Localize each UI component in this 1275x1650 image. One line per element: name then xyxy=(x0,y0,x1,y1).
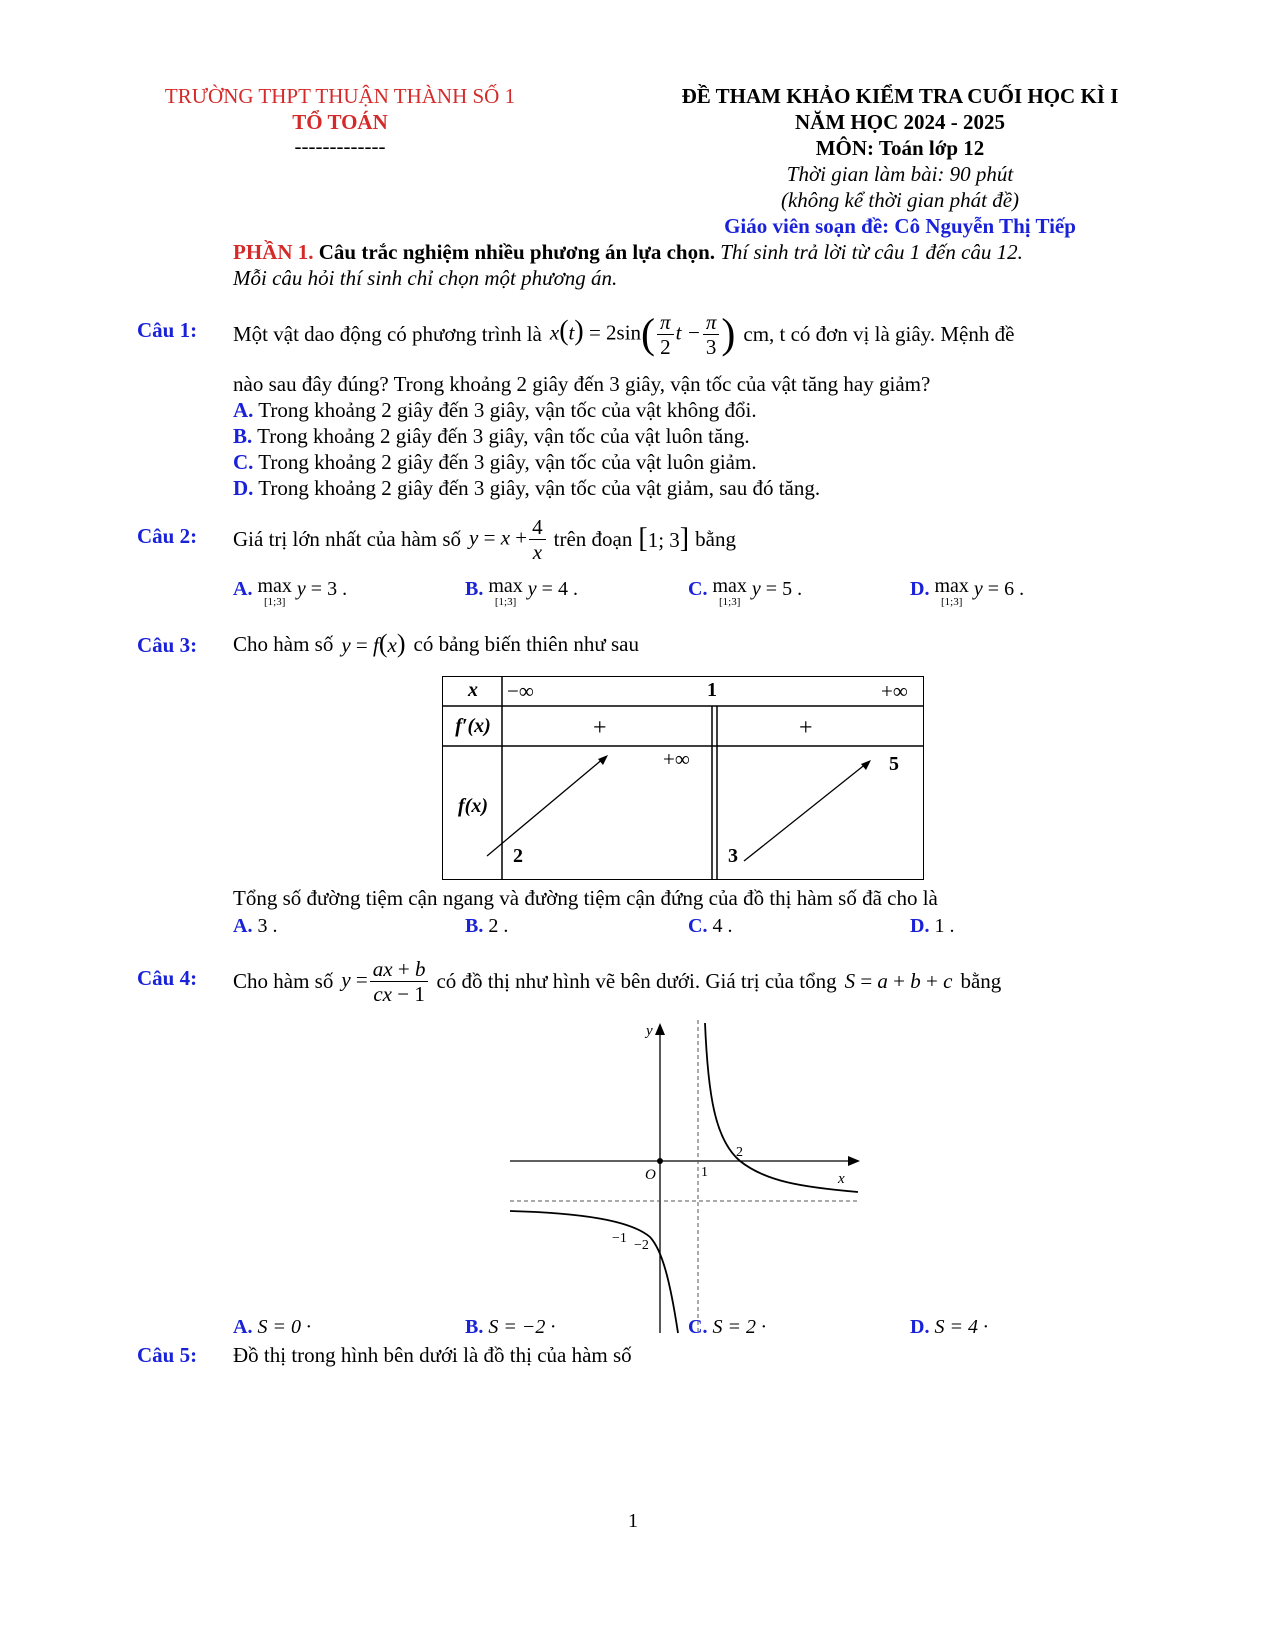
table-f-right-low: 3 xyxy=(728,845,738,867)
q1-option-c: C. Trong khoảng 2 giây đến 3 giây, vận tốc của vật luôn giảm. xyxy=(233,450,757,474)
part1-heading xyxy=(233,240,1023,265)
q3-label: Câu 3: xyxy=(137,633,198,657)
school-year: NĂM HỌC 2024 - 2025 xyxy=(795,110,1005,134)
q3-stem xyxy=(233,626,639,662)
increasing-arrow-right xyxy=(744,763,867,861)
q4-text-b: có đồ thị như hình vẽ bên dưới. Giá trị của tổng xyxy=(436,968,837,993)
exam-time-note: (không kể thời gian phát đề) xyxy=(780,188,1020,212)
q1-equation: x(t) = 2sin( $\frac{\pi}{2}$ t − $\frac{\pi}{3}$ ) xyxy=(549,309,736,359)
part1-label: PHẦN 1. xyxy=(233,240,314,264)
q4-text-a: Cho hàm số xyxy=(233,968,334,993)
q3-option-d: D. 1 . xyxy=(910,915,955,937)
q4-option-d: D. S = 4 · xyxy=(910,1316,988,1338)
graph-tick-two: 2 xyxy=(736,1145,743,1160)
table-f-left-high: +∞ xyxy=(663,747,690,771)
department-name: TỔ TOÁN xyxy=(292,110,388,134)
part1-title: Câu trắc nghiệm nhiều phương án lựa chọn. xyxy=(318,240,715,264)
part1-note2: Mỗi câu hỏi thí sinh chỉ chọn một phương án. xyxy=(233,266,618,290)
q2-option-a: A. max [1;3] y = 3 . xyxy=(233,575,348,608)
q4-function: y = $\frac{ax + b}{cx - 1}$ xyxy=(341,957,430,1006)
q4-graph xyxy=(500,1015,870,1335)
q3-option-c: C. 4 . xyxy=(688,915,733,937)
x-axis-arrow xyxy=(848,1156,860,1166)
table-x-pos-inf: +∞ xyxy=(881,679,908,703)
q4-option-c: C. S = 2 · xyxy=(688,1316,766,1338)
q3-text-b: có bảng biến thiên như sau xyxy=(413,631,639,656)
q2-label: Câu 2: xyxy=(137,524,198,548)
q4-option-b: B. S = −2 · xyxy=(465,1316,556,1338)
q2-option-c: C. max [1;3] y = 5 . xyxy=(688,575,803,608)
table-sign-left: + xyxy=(593,715,607,741)
table-x-label: x xyxy=(468,679,478,701)
q2-interval: [1; 3] xyxy=(638,523,690,554)
q1-label: Câu 1: xyxy=(137,318,198,342)
y-axis-arrow xyxy=(655,1023,665,1035)
q4-stem xyxy=(233,956,1001,1006)
table-x-one: 1 xyxy=(707,679,717,701)
q3-text-a: Cho hàm số xyxy=(233,631,334,656)
q1-option-a: A. Trong khoảng 2 giây đến 3 giây, vận tốc của vật không đổi. xyxy=(233,398,757,422)
graph-tick-one: 1 xyxy=(701,1165,708,1180)
q2-stem xyxy=(233,514,736,564)
q2-text-b: trên đoạn xyxy=(553,526,633,551)
q5-text: Đồ thị trong hình bên dưới là đồ thị của hàm số xyxy=(233,1343,632,1367)
q1-text-b: cm, t có đơn vị là giây. Mệnh đề xyxy=(743,321,1015,346)
q4-sum: S = a + b + c xyxy=(844,968,953,993)
teacher-credit: Giáo viên soạn đề: Cô Nguyễn Thị Tiếp xyxy=(724,214,1076,238)
table-x-neg-inf: −∞ xyxy=(507,679,534,703)
q3-function: y = f(x) xyxy=(341,629,406,658)
curve-left-branch xyxy=(510,1211,678,1333)
q2-text-a: Giá trị lớn nhất của hàm số xyxy=(233,526,462,551)
q2-option-d: D. max [1;3] y = 6 . xyxy=(910,575,1025,608)
increasing-arrow-left xyxy=(487,758,604,856)
q2-function: y = x + $\frac{4}{x}$ xyxy=(469,515,548,564)
q3-option-b: B. 2 . xyxy=(465,915,509,937)
page-number: 1 xyxy=(628,1510,638,1532)
graph-x-label: x xyxy=(838,1171,845,1187)
graph-origin-label: O xyxy=(645,1167,656,1183)
q5-label: Câu 5: xyxy=(137,1343,198,1367)
exam-title: ĐỀ THAM KHẢO KIỂM TRA CUỐI HỌC KÌ I xyxy=(681,84,1119,108)
table-sign-right: + xyxy=(799,715,813,741)
exam-time: Thời gian làm bài: 90 phút xyxy=(786,162,1014,186)
q1-text-a: Một vật dao động có phương trình là xyxy=(233,321,542,346)
table-f-left-low: 2 xyxy=(513,845,523,867)
q2-text-c: bằng xyxy=(695,526,736,551)
q1-stem xyxy=(233,308,1014,360)
variation-table xyxy=(442,676,924,880)
table-fprime-label: f′(x) xyxy=(455,715,491,737)
part1-note: Thí sinh trả lời từ câu 1 đến câu 12. xyxy=(720,240,1023,264)
q4-label: Câu 4: xyxy=(137,966,198,990)
q1-text-c: nào sau đây đúng? Trong khoảng 2 giây đến 3 giây, vận tốc của vật tăng hay giảm? xyxy=(233,372,931,396)
origin-point xyxy=(657,1158,663,1164)
q4-option-a: A. S = 0 · xyxy=(233,1316,311,1338)
table-f-label: f(x) xyxy=(458,795,488,817)
school-name: TRƯỜNG THPT THUẬN THÀNH SỐ 1 xyxy=(164,84,516,108)
header-dashes: ------------- xyxy=(294,134,386,158)
graph-tick-neg-two: −2 xyxy=(634,1238,649,1253)
q3-option-a: A. 3 . xyxy=(233,915,278,937)
graph-tick-neg-one: −1 xyxy=(612,1231,627,1246)
q1-option-b: B. Trong khoảng 2 giây đến 3 giây, vận tốc của vật luôn tăng. xyxy=(233,424,750,448)
q1-option-d: D. Trong khoảng 2 giây đến 3 giây, vận tốc của vật giảm, sau đó tăng. xyxy=(233,476,821,500)
q2-option-b: B. max [1;3] y = 4 . xyxy=(465,575,578,608)
q4-text-c: bằng xyxy=(960,968,1002,993)
subject: MÔN: Toán lớp 12 xyxy=(815,136,985,160)
curve-right-branch xyxy=(705,1023,858,1192)
q3-text-c: Tổng số đường tiệm cận ngang và đường tiệm cận đứng của đồ thị hàm số đã cho là xyxy=(233,886,938,910)
table-f-right-high: 5 xyxy=(889,753,899,775)
graph-y-label: y xyxy=(646,1023,653,1039)
